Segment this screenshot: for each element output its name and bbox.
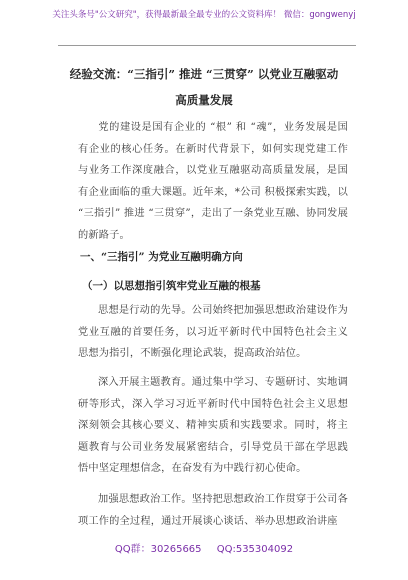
footer-qq-number: QQ:535304092: [216, 544, 294, 555]
footer-qq-group: QQ群：30265665: [114, 544, 202, 555]
paragraph-1: [78, 300, 348, 365]
header-note: 关注头条号"公文研究"，获得最新最全最专业的公文资料库！ 微信：gongwenyj: [52, 10, 356, 20]
paragraph-1-text: 思想是行动的先导。公司始终把加强思想政治建设作为党业互融的首要任务，以习近平新时代中国特色社会主义思想为指引，不断强化理论武装，提高政治站位。: [78, 305, 348, 360]
intro-text: 党的建设是国有企业的 “根” 和 “魂”，业务发展是国有企业的核心任务。在新时代背景下，如何实现党建工作与业务工作深度融合，以党业互融驱动高质量发展，是国有企业面临的重大课题。近年来，*公司 积极探索实践，以 “三指引” 推进 “三贯穿”，走出了一条党业互融、协同发展的新路子。: [78, 122, 348, 241]
paragraph-2: [78, 372, 348, 480]
section1-heading: 一、“三指引” 为党业互融明确方向: [80, 251, 243, 263]
paragraph-2-text: 深入开展主题教育。通过集中学习、专题研讨、实地调研等形式，深入学习习近平新时代中国特色社会主义思想深刻领会其核心要义、精神实质和实践要求。同时，将主题教育与公司业务发展紧密结合，引导党员干部在学思践悟中坚定理想信念，在奋发有为中践行初心使命。: [78, 377, 348, 475]
document-title-line1: 经验交流：“三指引” 推进 “三贯穿” 以党业互融驱动: [69, 67, 339, 81]
header-divider: [58, 45, 356, 46]
subsection1-heading: （一）以思想指引筑牢党业互融的根基: [82, 280, 261, 292]
footer-contact: [0, 540, 408, 555]
intro-paragraph: [78, 117, 348, 247]
paragraph-3-text: 加强思想政治工作。坚持把思想政治工作贯穿于公司各项工作的全过程，通过开展谈心谈话、举办思想政治讲座: [78, 494, 348, 527]
document-title-line2: 高质量发展: [175, 93, 233, 107]
paragraph-3: [78, 489, 348, 532]
